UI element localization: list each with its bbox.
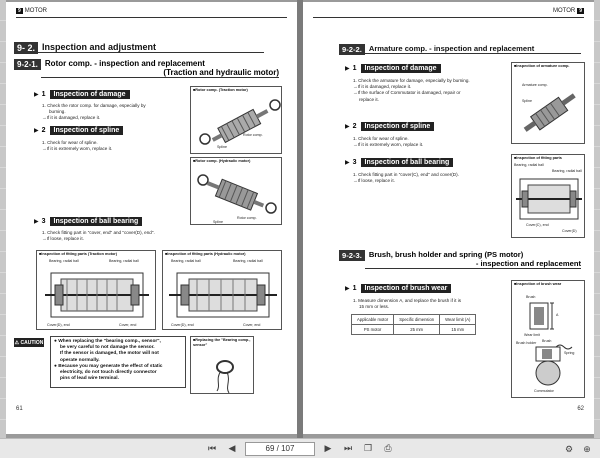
- figure-bearing-sensor: [190, 336, 254, 394]
- motor-cross-section: [37, 251, 157, 331]
- text-line: replace it.: [359, 96, 379, 102]
- figure-title: ■Inspection of fitting parts (Hydraulic motor): [165, 252, 246, 256]
- caution-line: pins of lead wire terminal.: [60, 376, 119, 382]
- caution-box: [50, 336, 186, 388]
- table-header: Applicable motor: [352, 315, 394, 325]
- figure-caption: Bearing, radial ball: [109, 259, 139, 263]
- step-ball-bearing-text: [42, 230, 155, 242]
- figure-caption: Cover(D): [562, 229, 577, 233]
- figure-caption: Rotor comp.: [243, 133, 263, 137]
- step-spline-text: [42, 140, 112, 152]
- figure-title: ■Rotor comp. (Hydraulic motor): [193, 159, 251, 163]
- text-line: 1. Check the rotor comp. for damage, especially by: [42, 103, 146, 108]
- figure-caption: Rotor comp.: [237, 216, 257, 220]
- text-line: 1. Check the armature for damage, especially by burning.: [353, 78, 470, 83]
- text-line: →If the surface of Commutator is damaged, repair or: [353, 90, 461, 96]
- step-arrow-icon: ▶: [345, 286, 350, 292]
- text-line: 1. Check for wear of spline.: [42, 140, 98, 145]
- step-number: 1: [352, 65, 357, 72]
- figure-caption: Spline: [217, 145, 227, 149]
- caution-line: ● Because you may generate the effect of static: [54, 363, 163, 369]
- figure-caption: Cover(D), end: [171, 323, 194, 327]
- text-line: →If it is extremely worn, replace it.: [353, 142, 424, 148]
- page-62: [303, 2, 594, 434]
- step-arrow-icon: ▶: [345, 160, 350, 166]
- text-line: →If it is extremely worn, replace it.: [42, 146, 113, 152]
- chapter-label: MOTOR: [552, 8, 576, 14]
- text-line: →If it is damaged, replace it.: [42, 115, 101, 121]
- figure-rotor-hydraulic: [190, 157, 282, 225]
- figure-caption: Bearing, radial ball: [514, 163, 544, 167]
- table-header-row: [352, 315, 476, 325]
- figure-caption: Cover(D), end: [47, 323, 70, 327]
- figure-title: sensor": [193, 343, 208, 347]
- step-damage: [34, 90, 130, 99]
- figure-caption: Spline: [213, 220, 223, 224]
- right-page-edge: [594, 0, 600, 438]
- text-line: 15 mm or less.: [359, 304, 390, 310]
- step-ball-bearing: [34, 217, 142, 226]
- chapter-number: 9: [579, 8, 582, 14]
- table-cell: PS motor: [352, 325, 394, 335]
- figure-title: ■Inspection of armature comp.: [514, 64, 570, 68]
- step-damage-text: [42, 103, 146, 122]
- text-line: burning.: [49, 109, 66, 115]
- header-rule: [16, 17, 287, 18]
- figure-title: ■Inspection of fitting parts: [514, 156, 562, 160]
- step-damage-text: [353, 78, 470, 103]
- zoom-icon[interactable]: ⊕: [583, 443, 591, 454]
- step-label: Inspection of damage: [361, 64, 441, 73]
- subsection-title-line2: - inspection and replacement: [475, 259, 581, 268]
- step-label: Inspection of spline: [361, 122, 435, 131]
- subsection-number: 9-2-1.: [14, 59, 41, 70]
- text-line: 1. Check fitting part in "cover(C), end" and cover(D).: [353, 172, 459, 177]
- page-number: 62: [577, 406, 584, 412]
- figure-caption: Brush: [526, 295, 536, 299]
- table-header: Specific dimension: [394, 315, 440, 325]
- armature-cross-section: [512, 155, 586, 239]
- chapter-number: 9: [18, 8, 21, 14]
- table-row: [352, 325, 476, 335]
- page-61: [6, 2, 297, 434]
- step-label: Inspection of damage: [50, 90, 130, 99]
- step-spline: [345, 122, 434, 131]
- step-number: 2: [352, 123, 357, 130]
- subsection-title-line2: (Traction and hydraulic motor): [163, 68, 279, 77]
- figure-title: ■Inspection of brush wear: [514, 282, 562, 286]
- page-header: [553, 8, 584, 14]
- caution-line: operate normally.: [60, 357, 100, 363]
- figure-caption: Spline: [522, 99, 532, 103]
- chapter-label: MOTOR: [24, 8, 48, 14]
- step-label: Inspection of ball bearing: [361, 158, 454, 167]
- table-cell: 25 mm: [394, 325, 440, 335]
- figure-caption: Commutator: [534, 389, 554, 393]
- subsection-title-line1: Rotor comp. - inspection and replacement: [44, 59, 205, 68]
- tool-icon[interactable]: ⚙: [564, 443, 574, 454]
- armature-illustration: [512, 63, 586, 145]
- figure-title: ■Inspection of fitting parts (Traction motor): [39, 252, 118, 256]
- subsection-title: Armature comp. - inspection and replacement: [365, 44, 581, 54]
- text-line: 1. Check for wear of spline.: [353, 136, 409, 141]
- page-header: [16, 8, 47, 14]
- print-icon[interactable]: ⎙: [384, 443, 392, 453]
- figure-fitting-hydraulic: [162, 250, 282, 330]
- page-number-input[interactable]: 69 / 107: [245, 442, 315, 456]
- step-arrow-icon: ▶: [34, 92, 39, 98]
- rotor-illustration: [191, 87, 283, 155]
- figure-caption: Cover, end: [243, 323, 261, 327]
- figure-caption: Armature comp.: [522, 83, 548, 87]
- step-brush-wear-text: [353, 298, 461, 310]
- text-line: 1. Check fitting part in "cover, end" and "cover(D), end".: [42, 230, 155, 235]
- step-spline: [34, 126, 123, 135]
- step-spline-text: [353, 136, 423, 148]
- step-arrow-icon: ▶: [345, 124, 350, 130]
- subsection-number: 9-2-2.: [339, 44, 365, 55]
- step-number: 1: [41, 91, 46, 98]
- step-arrow-icon: ▶: [34, 219, 39, 225]
- motor-cross-section: [163, 251, 283, 331]
- toolbar-right: [562, 442, 594, 456]
- step-brush-wear: [345, 284, 451, 293]
- text-line: →If loose, replace it.: [353, 178, 395, 184]
- step-arrow-icon: ▶: [345, 66, 350, 72]
- figure-rotor-traction: [190, 86, 282, 154]
- figure-caption: A: [556, 313, 559, 317]
- figure-caption: Cover, end: [119, 323, 137, 327]
- figure-caption: Bearing, radial ball: [171, 259, 201, 263]
- figure-fitting-traction: [36, 250, 156, 330]
- caution-badge: ⚠ CAUTION: [14, 339, 44, 346]
- figure-caption: Brush holder: [516, 341, 537, 345]
- warning-icon: ⚠: [14, 339, 20, 346]
- figure-caption: Wear limit: [524, 333, 540, 337]
- caution-line: ● When replacing the "bearing comp., sensor",: [54, 339, 161, 344]
- figure-title: ■Replacing the "Bearing comp.,: [193, 338, 251, 342]
- step-number: 2: [41, 127, 46, 134]
- step-number: 1: [352, 285, 357, 292]
- figure-caption: Spring: [564, 351, 575, 355]
- pdf-toolbar: [0, 438, 600, 458]
- step-label: Inspection of ball bearing: [50, 217, 143, 226]
- figure-caption: Bearing, radial ball: [552, 169, 582, 173]
- first-page-button[interactable]: ⏮: [207, 443, 217, 453]
- figure-armature: [511, 62, 585, 144]
- table-cell: 15 mm: [440, 325, 476, 335]
- step-number: 3: [41, 218, 46, 225]
- figure-caption: Brush: [542, 339, 552, 343]
- step-ball-bearing: [345, 158, 453, 167]
- section-heading: [14, 42, 264, 54]
- page-number: 61: [16, 406, 23, 412]
- step-damage: [345, 64, 441, 73]
- step-ball-bearing-text: [353, 172, 459, 184]
- caution-line: be very careful to not damage the sensor.: [60, 345, 155, 351]
- step-number: 3: [352, 159, 357, 166]
- figure-caption: Bearing, radial ball: [49, 259, 79, 263]
- step-label: Inspection of brush wear: [361, 284, 452, 293]
- wear-limit-table: [351, 314, 476, 335]
- section-number: 9- 2.: [14, 42, 38, 54]
- last-page-button[interactable]: ⏭: [343, 443, 353, 453]
- figure-fitting-parts: [511, 154, 585, 238]
- text-line: 1. Measure dimension A, and replace the brush if it is: [353, 298, 462, 303]
- caution-line: If the sensor is damaged, the motor will not: [60, 351, 159, 357]
- text-line: →If loose, replace it.: [42, 236, 84, 242]
- figure-brush-wear: [511, 280, 585, 398]
- sensor-illustration: [191, 337, 255, 395]
- step-arrow-icon: ▶: [34, 128, 39, 134]
- header-rule: [313, 17, 584, 18]
- caution-line: electricity, do not touch directly connector: [60, 370, 157, 376]
- text-line: →If it is damaged, replace it.: [353, 84, 412, 90]
- table-header: Wear limit (A): [440, 315, 476, 325]
- figure-caption: Bearing, radial ball: [233, 259, 263, 263]
- copy-icon[interactable]: ❐: [363, 443, 373, 453]
- step-label: Inspection of spline: [50, 126, 124, 135]
- next-page-button[interactable]: ▶: [324, 443, 332, 453]
- subsection-heading-brush: [339, 250, 581, 269]
- figure-caption: Cover(C), end: [526, 223, 549, 227]
- subsection-number: 9-2-3.: [339, 250, 365, 261]
- subsection-heading: [339, 44, 581, 55]
- subsection-heading: [14, 59, 279, 78]
- section-title: Inspection and adjustment: [38, 42, 264, 53]
- figure-title: ■Rotor comp. (Traction motor): [193, 88, 248, 92]
- subsection-title-line1: Brush, brush holder and spring (PS motor): [368, 250, 524, 259]
- prev-page-button[interactable]: ◀: [228, 443, 236, 453]
